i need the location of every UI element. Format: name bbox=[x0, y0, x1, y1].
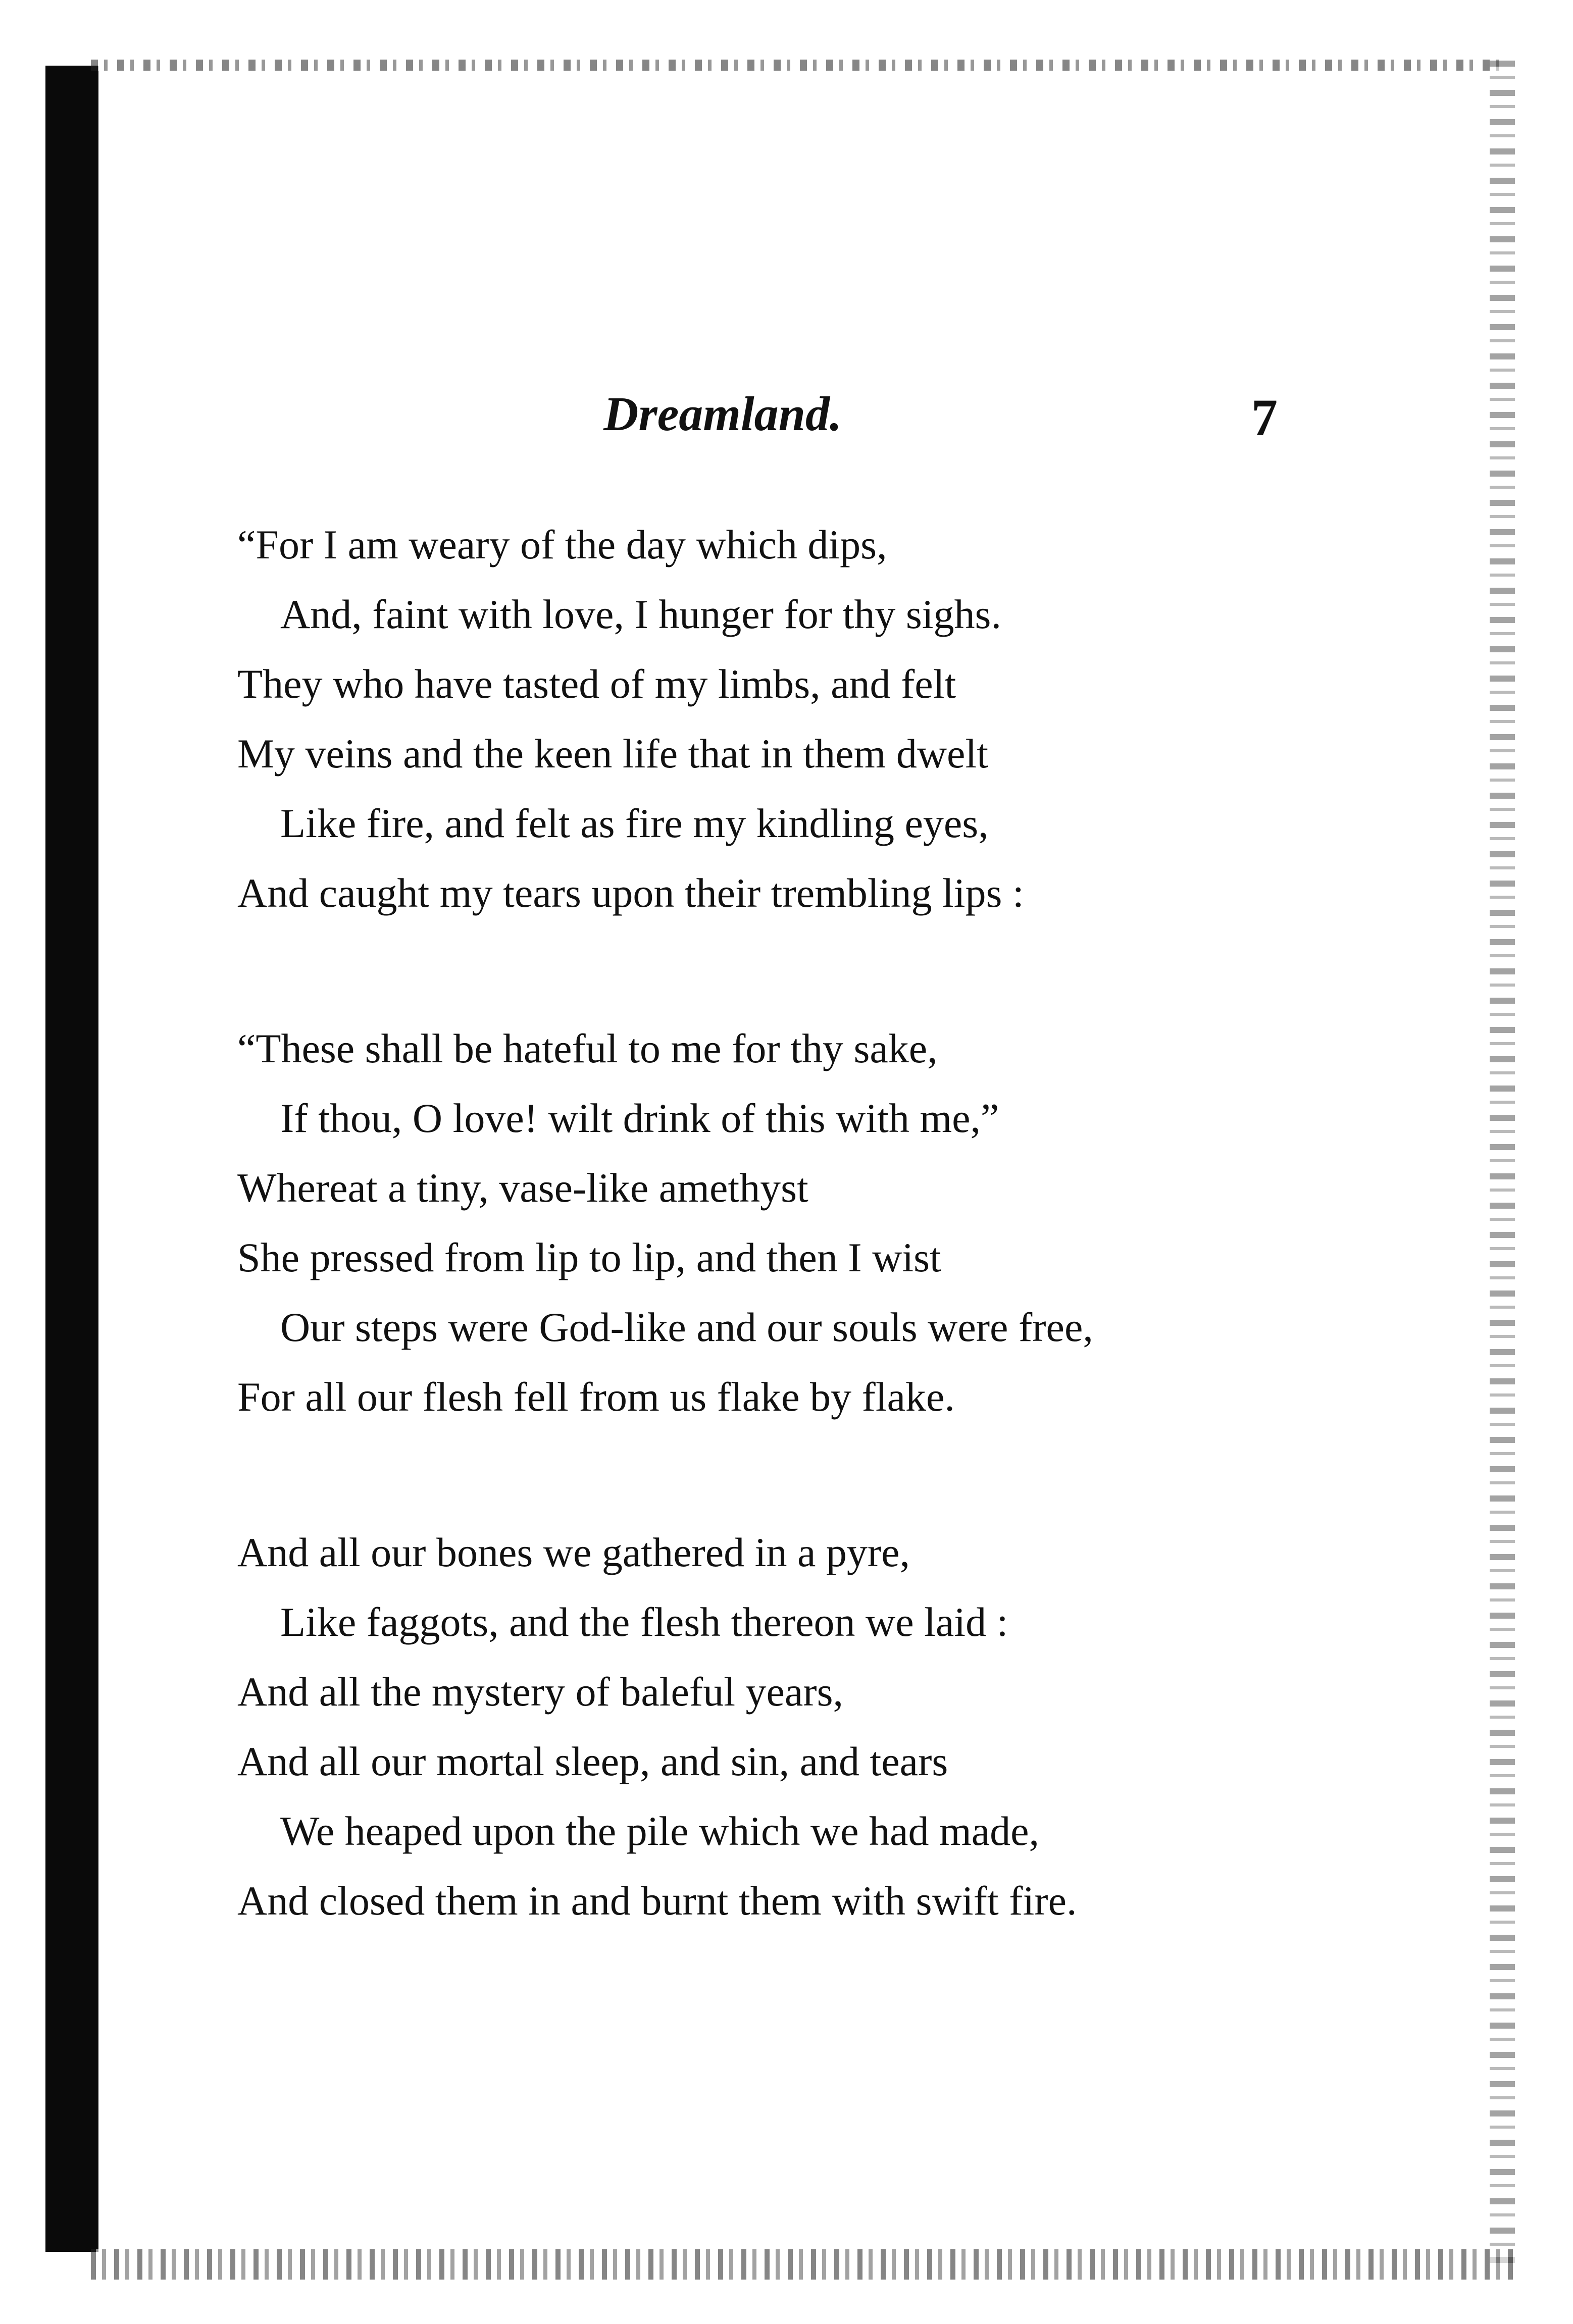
poem-line: Our steps were God-like and our souls were free, bbox=[280, 1304, 1093, 1350]
stanza bbox=[237, 1518, 1475, 1936]
poem-line: And closed them in and burnt them with swift fire. bbox=[237, 1878, 1077, 1924]
poem-line: And all the mystery of baleful years, bbox=[237, 1669, 844, 1715]
poem-line: “These shall be hateful to me for thy sake, bbox=[237, 1025, 938, 1071]
poem-line: And, faint with love, I hunger for thy sighs. bbox=[280, 591, 1001, 637]
stanza bbox=[237, 510, 1475, 928]
poem-line: We heaped upon the pile which we had made, bbox=[280, 1808, 1040, 1854]
poem-line: And all our mortal sleep, and sin, and tears bbox=[237, 1738, 948, 1784]
poem-line: If thou, O love! wilt drink of this with me,” bbox=[280, 1095, 999, 1141]
poem-line: And all our bones we gathered in a pyre, bbox=[237, 1529, 910, 1575]
poem-line: They who have tasted of my limbs, and felt bbox=[237, 661, 956, 707]
poem-line: Whereat a tiny, vase-like amethyst bbox=[237, 1165, 808, 1211]
page-edge-top bbox=[91, 60, 1505, 71]
poem-body bbox=[237, 510, 1475, 2022]
poem-line: She pressed from lip to lip, and then I wist bbox=[237, 1234, 941, 1280]
page-number: 7 bbox=[1251, 389, 1278, 447]
poem-line: For all our flesh fell from us flake by flake. bbox=[237, 1374, 955, 1420]
poem-line: Like fire, and felt as fire my kindling eyes, bbox=[280, 800, 989, 846]
poem-line: “For I am weary of the day which dips, bbox=[237, 522, 887, 567]
stanza bbox=[237, 1014, 1475, 1432]
poem-line: And caught my tears upon their trembling lips : bbox=[237, 870, 1024, 916]
poem-line: My veins and the keen life that in them dwelt bbox=[237, 731, 989, 777]
running-title: Dreamland. bbox=[603, 387, 842, 441]
page-edge-bottom bbox=[91, 2249, 1515, 2280]
poem-line: Like faggots, and the flesh thereon we laid : bbox=[280, 1599, 1008, 1645]
running-head bbox=[0, 384, 1573, 447]
